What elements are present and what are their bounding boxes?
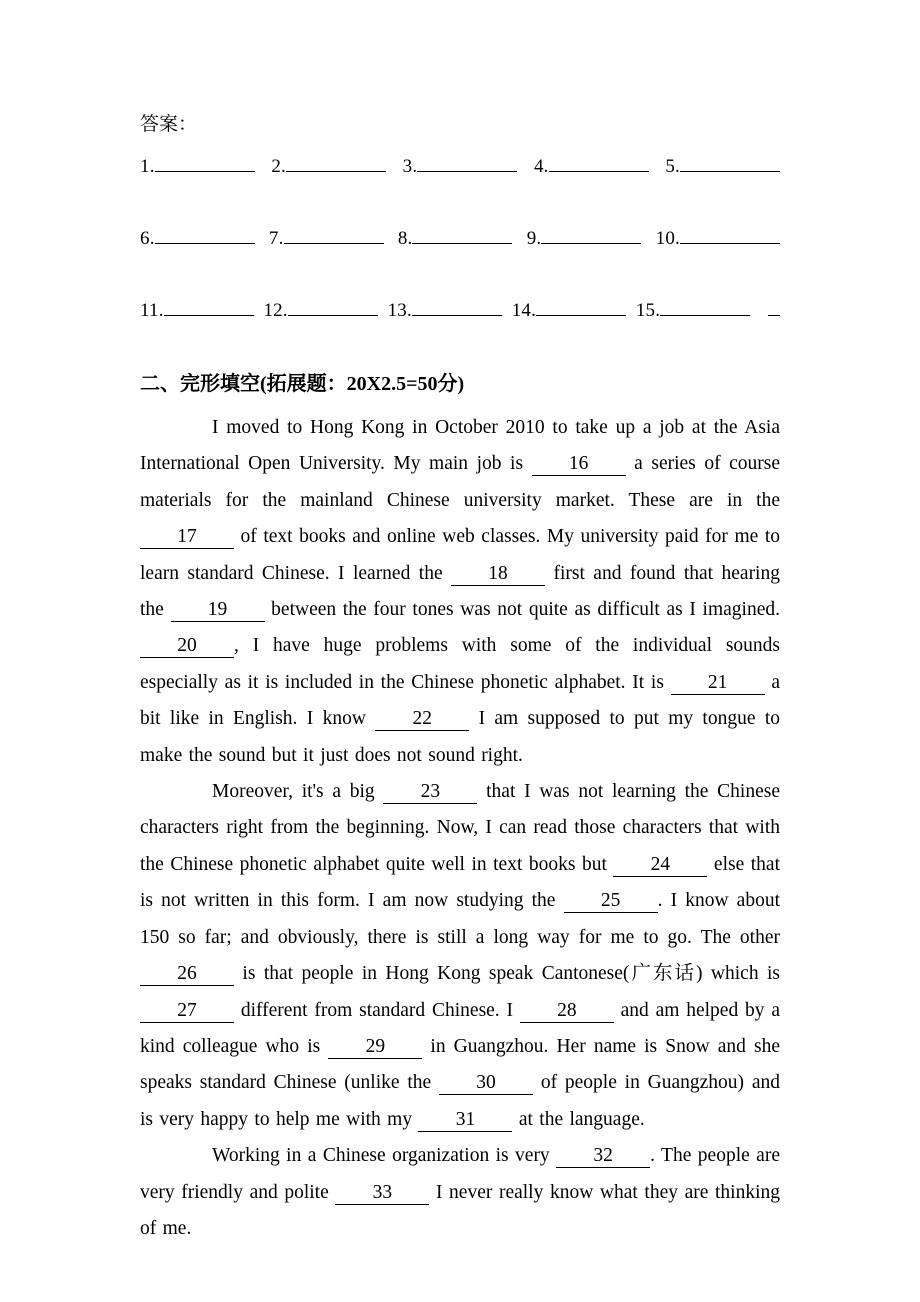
cloze-blank: 16: [532, 453, 626, 476]
answer-row: [140, 154, 780, 180]
answer-number: 9.: [526, 228, 542, 249]
answer-underline: [549, 171, 649, 172]
cloze-blank: 29: [328, 1036, 422, 1059]
cloze-blank: 24: [613, 854, 707, 877]
answer-underline: [164, 315, 254, 316]
answer-blank: [140, 226, 255, 252]
answer-number: 5.: [665, 156, 680, 177]
answer-number: 6.: [140, 228, 155, 249]
cloze-blank: 18: [451, 563, 545, 586]
answer-number: 14.: [511, 300, 537, 321]
answer-row: [140, 298, 780, 324]
answer-blank: [534, 154, 649, 180]
answer-blank: [398, 226, 513, 252]
answers-label: 答案：: [140, 114, 198, 135]
answer-blank: [656, 226, 780, 252]
answer-underline: [680, 171, 780, 172]
answer-blank: [403, 154, 518, 180]
answer-number: 4.: [533, 156, 549, 177]
cloze-blank: 20: [140, 635, 234, 658]
cloze-blank: 25: [564, 890, 658, 913]
answer-blank: [636, 298, 750, 324]
answer-underline: [412, 243, 512, 244]
answer-underline: [660, 315, 750, 316]
answer-underline: [288, 315, 378, 316]
answer-underline: [284, 243, 384, 244]
answer-blank: [388, 298, 502, 324]
cloze-passage: [140, 410, 780, 1247]
answer-number: 15.: [635, 300, 661, 321]
answer-rows: [140, 154, 780, 324]
answer-number: 3.: [402, 156, 418, 177]
answer-number: 2.: [271, 156, 286, 177]
answer-blank: [512, 298, 626, 324]
cloze-blank: 19: [171, 599, 265, 622]
answer-underline: [155, 243, 255, 244]
answer-underline: [417, 171, 517, 172]
answer-trailing-underscore: [768, 315, 780, 316]
answer-blank: [269, 226, 384, 252]
answer-blank: [263, 298, 377, 324]
answer-number: 10.: [655, 228, 680, 249]
cloze-blank: 27: [140, 1000, 234, 1023]
cloze-blank: 17: [140, 526, 234, 549]
answer-underline: [536, 315, 626, 316]
answer-blank: [140, 154, 255, 180]
answer-blank: [271, 154, 386, 180]
answer-number: 7.: [268, 228, 284, 249]
answer-blank: [140, 298, 254, 324]
passage-paragraph: Working in a Chinese organization is very 32 . The people are very friendly and polite 33 I never really know what they are thinking of me.: [140, 1145, 780, 1239]
answer-number: 11.: [140, 300, 164, 321]
section-heading: 二、完形填空(拓展题：20X2.5=50分): [140, 373, 465, 395]
cloze-blank: 23: [383, 781, 477, 804]
cloze-blank: 31: [418, 1109, 512, 1132]
answer-row: [140, 226, 780, 252]
answer-number: 12.: [263, 300, 288, 321]
answer-blank: [665, 154, 780, 180]
answer-underline: [286, 171, 386, 172]
cloze-blank: 28: [520, 1000, 614, 1023]
cloze-blank: 26: [140, 963, 234, 986]
answer-blank: [527, 226, 642, 252]
answer-number: 1.: [140, 156, 155, 177]
cloze-blank: 32: [556, 1145, 650, 1168]
answer-underline: [412, 315, 502, 316]
answer-number: 13.: [387, 300, 412, 321]
cloze-blank: 30: [439, 1072, 533, 1095]
answer-underline: [155, 171, 255, 172]
answer-underline: [541, 243, 641, 244]
passage-paragraph: I moved to Hong Kong in October 2010 to take up a job at the Asia International Open University. My main job is 16 a series of course materials for the mainland Chinese university market. These are in the 17 of text books and online web classes. My university paid for me to learn standard Chinese. I learned the 18 first and found that hearing the 19 between the four tones was not quite as difficult as I imagined. 20 , I have huge problems with some of the individual sounds especially as it is included in the Chinese phonetic alphabet. It is 21 a bit like in English. I know 22 I am supposed to put my tongue to make the sound but it just does not sound right.: [140, 417, 780, 766]
cloze-blank: 22: [375, 708, 469, 731]
answer-underline: [680, 243, 780, 244]
cloze-blank: 33: [335, 1182, 429, 1205]
cloze-blank: 21: [671, 672, 765, 695]
passage-paragraph: Moreover, it's a big 23 that I was not learning the Chinese characters right from the beginning. Now, I can read those characters that with the Chinese phonetic alphabet quite well in text books but 24 else that is not written in this form. I am now studying the 25 . I know about 150 so far; and obviously, there is still a long way for me to go. The other 26 is that people in Hong Kong speak Cantonese(广东话) which is 27 different from standard Chinese. I 28 and am helped by a kind colleague who is 29 in Guangzhou. Her name is Snow and she speaks standard Chinese (unlike the 30 of people in Guangzhou) and is very happy to help me with my 31 at the language.: [140, 781, 780, 1130]
answer-number: 8.: [397, 228, 413, 249]
